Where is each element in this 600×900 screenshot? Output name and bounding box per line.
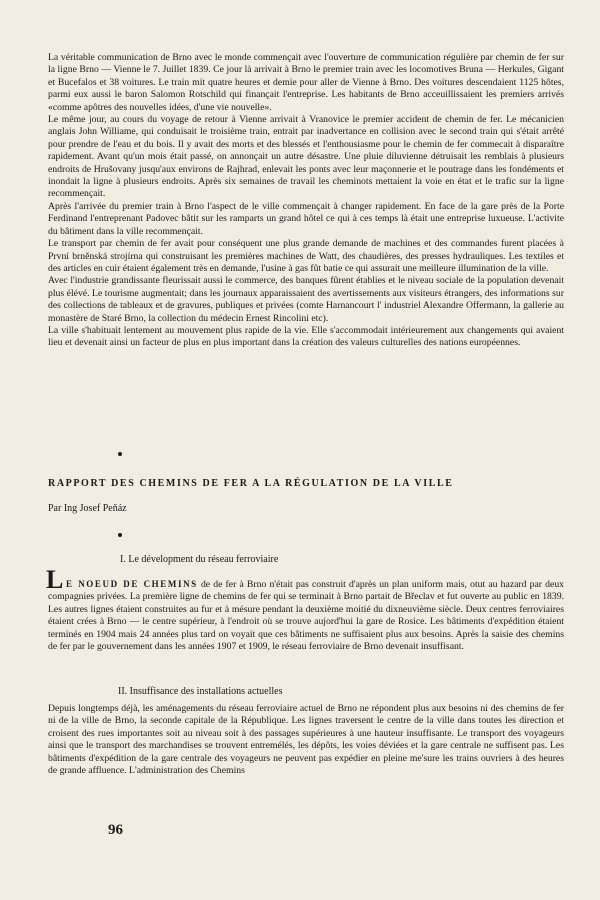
intro-paragraph: La véritable communication de Brno avec le monde commençait avec l'ouverture de communication régulière par chemin de fer sur la ligne Brno — Vienne le 7. Juillet 1839. Ce jour là arrivait à Brno le premier train avec les locomotives Bruna — Herkules, Gigant et Bucefalos et 38 voitures. Le train mit quatre heures et demie pour aller de Vienne à Brno. Des voitures descendaient 1125 hôtes, parmi eux aussi le baron Salomon Rotschild qui finançait l'entreprise. Les habitants de Brno acceuillissaient les premiers arrivés «comme apôtres des nouvelles idées, d'une vie nouvelle». Le même jour, au cours du voyage de retour à Vienne arrivait à Vranovice le premier accident de chemin de fer. Le mécanicien anglais John Williame, qui conduisait le troisième train, entrait par inadvertance en collision avec le second train qui s'était arrêté pour prendre de l'eau et du bois. Il y avait des morts et des blessés et l'enthousiasme pour le chemin de fer commecait à disparaître rapidement. Avant qu'un mois était passé, on annonçait un autre désastre. Une pluie diluvienne détruisait les remblais à plusieurs endroits de Hrušovany jusqu'aux environs de Rajhrad, enlevait les ponts avec leur maçonnerie et le poutrage dans les fondéments et inondait la ligne à plusieurs endroits. Après six semaines de travail les cheminots mettaient la voie en état et le trafic sur la ligne recommençait. Après l'arrivée du premier train à Brno l'aspect de le ville commençait à changer rapidement. En face de la gare près de la Porte Ferdinand l'entreprenant Padovec bâtit sur les ramparts un grand hôtel ce qui à ces temps là était une entreprise luxueuse. L'activite du bâtiment dans la ville recommençait. Le transport par chemin de fer avait pour conséquent une plus grande demande de machines et des commandes furent placées à První brněnská strojírna qui construisant les premières machines de Watt, des chaudières, des presses hydrauliques. Les textiles et des articles en cuir étaient également très en demande, l'usine à gas fût batie ce qui assurait une meilleure illumination de la ville. Avec l'industrie grandissante fleurissait aussi le commerce, des banques fûrent établies et le niveau sociale de la population devenait plus élévé. Le tourisme augmentait; dans les journaux apparaissaient des avertissements aux visiteurs étrangers, des informations sur des collections de tableaux et de gravures, publiques et privées (comte Harnancourt l' industriel Alexandre Offermann, la gallerie au monastère de Staré Brno, la collection du médecin Ernest Rincolini etc). La ville s'habituait lentement au mouvement plus rapide de la vie. Elle s'accommodait intérieurement aux changements qui avaient lieu et devenait ainsi un facteur de plus en plus important dans la création des valeurs culturelles des nations européennes. bbox=[48, 52, 564, 349]
paragraph-2-text: de de fer à Brno n'était pas construit d'après un plan uniform mais, otut au hazard par deux compagnies privées. La première ligne de chemins de fer qui se terminait à Brno partait de Břeclav et fut ouverte au public en 1839. Les autres lignes étaient construites au fur et à mésure pendant la deuxième moitié du dixneuvième siècle. Deux centres ferroviaires étaient crées à Brno — le centre supérieur, à l'endroit où se trouve aujord'hui la gare de Rosice. Les bâtiments d'expédition étaient terminés en 1904 mais 24 années plus tard on voyait que ces bâtiments ne suffisaient plus aux besoins. Après la saisie des chemins de fer par le gouvernement dans les années 1907 et 1909, le réseau ferroviaire de Brno devenait insuffisant. bbox=[48, 579, 565, 653]
paragraph-3: Depuis longtemps déjà, les aménagements du réseau ferroviaire actuel de Brno ne répondent plus aux besoins ni des chemins de fer ni de la ville de Brno, la seconde capitale de la République. Les lignes traversent le centre de la ville dans toutes les direction et croisent des rues importantes soit au niveau soit à des passages supérieures à une hauteur insuffisante. Le transport des voyageurs ainsi que le transport des marchandises se trouvent entremélés, les dépôts, les voies déviées et la gare centrale ne suffisent pas. Les bâtiments d'expédition de la gare centrale des voyageurs ne peuvent pas expédier en pleine me'sure les trains ouvriers à des heures de grande affluence. L'administration des Chemins bbox=[48, 703, 564, 777]
section-title: RAPPORT DES CHEMINS DE FER A LA RÉGULATION DE LA VILLE bbox=[48, 478, 454, 489]
lead-words: E NOEUD DE CHEMINS bbox=[66, 579, 198, 589]
bullet-ornament bbox=[118, 533, 122, 537]
paragraph-2 bbox=[48, 578, 564, 653]
subhead-2: II. Insuffisance des installations actuelles bbox=[118, 686, 283, 697]
dropcap: L bbox=[46, 565, 64, 594]
page-number: 96 bbox=[108, 822, 123, 838]
author-line: Par Ing Josef Peňáz bbox=[48, 503, 127, 514]
subhead-1: I. Le dévelopment du réseau ferroviaire bbox=[120, 554, 279, 565]
bullet-ornament bbox=[118, 452, 122, 456]
